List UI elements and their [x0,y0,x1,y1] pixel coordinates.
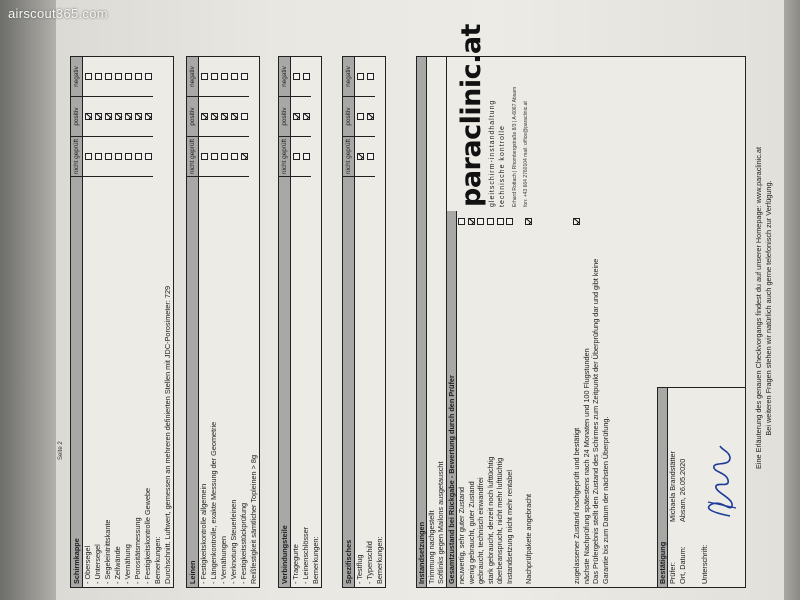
checkbox-cell [301,97,311,137]
condition-label: Instandsetzung nicht mehr rentabel [504,470,514,584]
condition-label: neuwertig, sehr guter Zustand [457,487,466,584]
condition-row [582,57,592,587]
checkbox-cell [229,57,239,97]
condition-row [601,57,611,587]
condition-label: zugelassener Zustand nachgeprüft und bestätigt [572,427,582,584]
condition-row [572,57,582,587]
checklist-row [143,57,153,587]
checkbox[interactable] [231,73,238,80]
col-positive: positiv [71,97,82,137]
checkbox[interactable] [115,73,122,80]
col-negative: negativ [279,57,290,97]
checklist-row [113,57,123,587]
checkbox[interactable] [135,113,142,120]
checkbox-cell [199,97,209,137]
checklist-label: - Festigkeitskontrolle allgemein [199,483,208,584]
checkbox[interactable] [211,153,218,160]
checkbox[interactable] [95,153,102,160]
col-positive: positiv [187,97,198,137]
condition-label: Nachprüfpakete angebracht [524,493,534,584]
checkbox-cell [229,137,239,177]
remarks-text: Durchschnitt. Luftwert, gemessen an mehreren definierten Stellen mit JDC-Porosimeter: 729 [163,285,172,584]
checklist-row [355,57,365,587]
condition-label: wenig gebraucht, guter Zustand [466,481,476,584]
checkbox-cell [143,97,153,137]
checkbox[interactable] [293,153,300,160]
checkbox[interactable] [85,153,92,160]
condition-label: nächste Nachprüfung spätestens nach 24 Monaten und 100 Flugstunden [581,348,591,584]
section-title: Leinen [188,560,197,584]
checkbox[interactable] [105,113,112,120]
checkbox-cell [291,137,301,177]
footer-note [754,28,774,588]
checkbox[interactable] [303,153,310,160]
checkbox[interactable] [135,153,142,160]
checkbox[interactable] [145,73,152,80]
checklist-label: - Zellwände [113,546,122,584]
checkbox[interactable] [135,73,142,80]
checklist-label: - Obersegel [83,545,92,584]
condition-checkbox-wrap [572,213,582,225]
checkbox-cell [133,97,143,137]
checkbox-cell [291,57,301,97]
checklist-label: - Vernähung [123,544,132,584]
col-not-checked: nicht geprüft [343,137,354,177]
signature-label: Unterschrift: [700,544,709,584]
checkbox[interactable] [367,113,374,120]
checkbox[interactable] [105,73,112,80]
checkbox-cell [291,97,301,137]
checklist-label: - Längenkontrolle, exakte Messung der Geometrie [209,421,218,584]
checkbox[interactable] [125,113,132,120]
checklist-row [219,57,229,587]
checklist-row [229,57,239,587]
rotated-document [56,0,784,600]
checkbox[interactable] [477,218,484,225]
company-logo-block [456,24,567,207]
condition-checkbox-wrap [524,213,534,225]
company-address: Erhard Rottach | Rhombergstraße 8/3 | A-6067 Absam [512,86,518,207]
checkbox[interactable] [221,153,228,160]
footer-line: Bei weiteren Fragen stehen wir natürlich auch gerne telefonisch zur Verfügung. [764,180,773,436]
checkbox[interactable] [201,73,208,80]
condition-label: gebraucht, technisch einwandfrei [476,477,486,584]
condition-checkbox-wrap [457,213,467,225]
checkbox-cell [209,57,219,97]
signature-scribble [700,442,740,522]
document-paper [56,0,784,600]
checkbox-cell [355,137,365,177]
checkbox-cell [219,97,229,137]
checkbox[interactable] [468,218,475,225]
repair-item: Softlinks gegen Mailons ausgetauscht [436,461,445,584]
checkbox[interactable] [145,153,152,160]
checkbox[interactable] [525,218,532,225]
checkbox-cell [209,137,219,177]
checkbox-cell [83,57,93,97]
checklist-row [365,57,375,587]
checklist-label: - Porositätsmessung [133,517,142,584]
checkbox-cell [103,57,113,97]
checkbox[interactable] [357,73,364,80]
section-title: Bestätigung [658,388,668,587]
place-date-value: Absam, 26.05.2020 [678,458,687,522]
condition-label: stark gebraucht, derzeit noch lufttüchtig [485,456,495,584]
remarks-label: Bemerkungen: [153,536,162,584]
checkbox[interactable] [211,113,218,120]
checkbox-cell [365,137,375,177]
checkbox[interactable] [241,113,248,120]
col-not-checked: nicht geprüft [71,137,82,177]
checkbox-cell [83,97,93,137]
checkbox[interactable] [497,218,504,225]
checkbox-cell [103,137,113,177]
checklist-row [199,57,209,587]
checkbox-cell [93,57,103,97]
checkbox-cell [365,97,375,137]
section-title: Schirmkappe [72,538,81,584]
checkbox[interactable] [95,73,102,80]
checkbox-cell [239,57,249,97]
checkbox[interactable] [293,73,300,80]
checkbox-cell [209,97,219,137]
checklist-row [209,57,219,587]
checkbox-cell [83,137,93,177]
company-logo: paraclinic.at [456,24,487,207]
section-title: Verbindungsteile [280,525,289,584]
inspector-name: Michaela Brandstätter [668,451,677,522]
remarks-text: Reißfestigkeit sämtlicher Topleinen > 8g [249,454,258,584]
section-verbindungsteile [278,56,322,588]
checklist-row [123,57,133,587]
company-tagline: gleitschirm-instandhaltung technische kontrolle [489,99,506,207]
condition-checkbox-wrap [467,213,477,225]
checkbox-cell [239,97,249,137]
checklist-label: - Vernähungen [219,536,228,584]
checkbox-cell [355,57,365,97]
checklist-label: - Festigkeitskontrolle Gewebe [143,487,152,584]
checklist-label: - Verknotung Steuerleinen [229,499,238,584]
checkbox-cell [143,57,153,97]
col-negative: negativ [343,57,354,97]
checkbox-cell [123,97,133,137]
checkbox[interactable] [357,153,364,160]
inspector-label: Prüfer: [668,562,677,584]
checkbox[interactable] [231,113,238,120]
condition-label: Garantie bis zum Datum der nächsten Überprüfung. [600,416,610,584]
checklist-row [291,57,301,587]
checklist-label: - Tragegurte [291,544,300,584]
checkbox-cell [199,137,209,177]
checkbox-cell [113,137,123,177]
checkbox-cell [93,97,103,137]
checkbox-cell [229,97,239,137]
checkbox[interactable] [221,113,228,120]
checkbox[interactable] [85,113,92,120]
checkbox[interactable] [85,73,92,80]
condition-label: überbeansprucht, nicht mehr lufttüchtig [495,457,505,584]
checkbox[interactable] [367,153,374,160]
checkbox[interactable] [241,153,248,160]
checklist-label: - Typenschild [365,541,374,584]
checkbox-cell [365,57,375,97]
section-spezifisches [342,56,386,588]
checkbox-cell [123,57,133,97]
section-leinen [186,56,260,588]
checkbox[interactable] [303,113,310,120]
checkbox-cell [219,57,229,97]
checkbox[interactable] [115,153,122,160]
checkbox-cell [219,137,229,177]
checklist-row [133,57,143,587]
checkbox[interactable] [145,113,152,120]
checklist-label: - Segeleintrittskante [103,519,112,584]
checkbox[interactable] [573,218,580,225]
checklist-label: - Untersegel [93,544,102,584]
col-not-checked: nicht geprüft [187,137,198,177]
section-bestaetigung [657,387,745,587]
checkbox[interactable] [125,73,132,80]
checkbox-cell [199,57,209,97]
section-instandsetzungen [417,57,447,587]
checkbox[interactable] [293,113,300,120]
checkbox[interactable] [357,113,364,120]
repair-item: Trimmung nachgestellt [427,510,436,584]
page-strip: Seite 2 [58,441,64,460]
checkbox[interactable] [115,113,122,120]
checkbox-cell [103,97,113,137]
checkbox[interactable] [367,73,374,80]
condition-checkbox-wrap [486,213,496,225]
checkbox-cell [113,57,123,97]
col-not-checked: nicht geprüft [279,137,290,177]
checkbox[interactable] [506,218,513,225]
checklist-row [83,57,93,587]
col-positive: positiv [343,97,354,137]
section-title: Instandsetzungen [417,57,427,587]
checkbox[interactable] [231,153,238,160]
checklist-label: - Festigkeitsstückprüfung [239,502,248,584]
remarks-label: Bemerkungen: [375,536,384,584]
condition-checkbox-wrap [505,213,515,225]
col-negative: negativ [71,57,82,97]
place-date-label: Ort, Datum: [678,546,687,584]
checkbox[interactable] [303,73,310,80]
checkbox-cell [133,57,143,97]
condition-label: Das Prüfergebnis stellt den Zustand des Schirmes zum Zeitpunkt der Überprüfung dar und gibt keine [591,258,601,584]
checkbox-cell [123,137,133,177]
col-negative: negativ [187,57,198,97]
checkbox[interactable] [458,218,465,225]
checkbox[interactable] [125,153,132,160]
section-schirmkappe [70,56,174,588]
section-title: Spezifisches [344,539,353,584]
checkbox-cell [301,57,311,97]
condition-row [591,57,601,587]
checkbox-cell [301,137,311,177]
checkbox[interactable] [95,113,102,120]
checkbox[interactable] [241,73,248,80]
footer-line: Eine Erläuterung des genauen Checkvorgangs findest du auf unserer Homepage: www.paraclinic.at [754,146,763,470]
checkbox-cell [93,137,103,177]
checklist-row [239,57,249,587]
condition-checkbox-wrap [476,213,486,225]
checkbox-cell [133,137,143,177]
company-contact: fon: +43 664 2760104 mail: office@paraclinic.at [523,101,529,207]
checklist-label: - Testflug [355,554,364,584]
checkbox-cell [113,97,123,137]
checkbox[interactable] [201,113,208,120]
checkbox[interactable] [211,73,218,80]
remarks-label: Bemerkungen: [311,536,320,584]
checklist-row [93,57,103,587]
watermark-text: airscout365.com [8,6,108,21]
summary-table [416,24,746,588]
checkbox[interactable] [105,153,112,160]
checklist-row [103,57,113,587]
checklist-row [301,57,311,587]
checkbox-cell [239,137,249,177]
section-title: Gesamtzustand bei Rückgabe - Bewertung durch den Prüfer [447,211,457,587]
checkbox-cell [143,137,153,177]
checkbox-cell [355,97,365,137]
checklist-label: - Leinenschlösser [301,526,310,584]
condition-checkbox-wrap [495,213,505,225]
checkbox[interactable] [221,73,228,80]
checkbox[interactable] [201,153,208,160]
checkbox[interactable] [487,218,494,225]
col-positive: positiv [279,97,290,137]
